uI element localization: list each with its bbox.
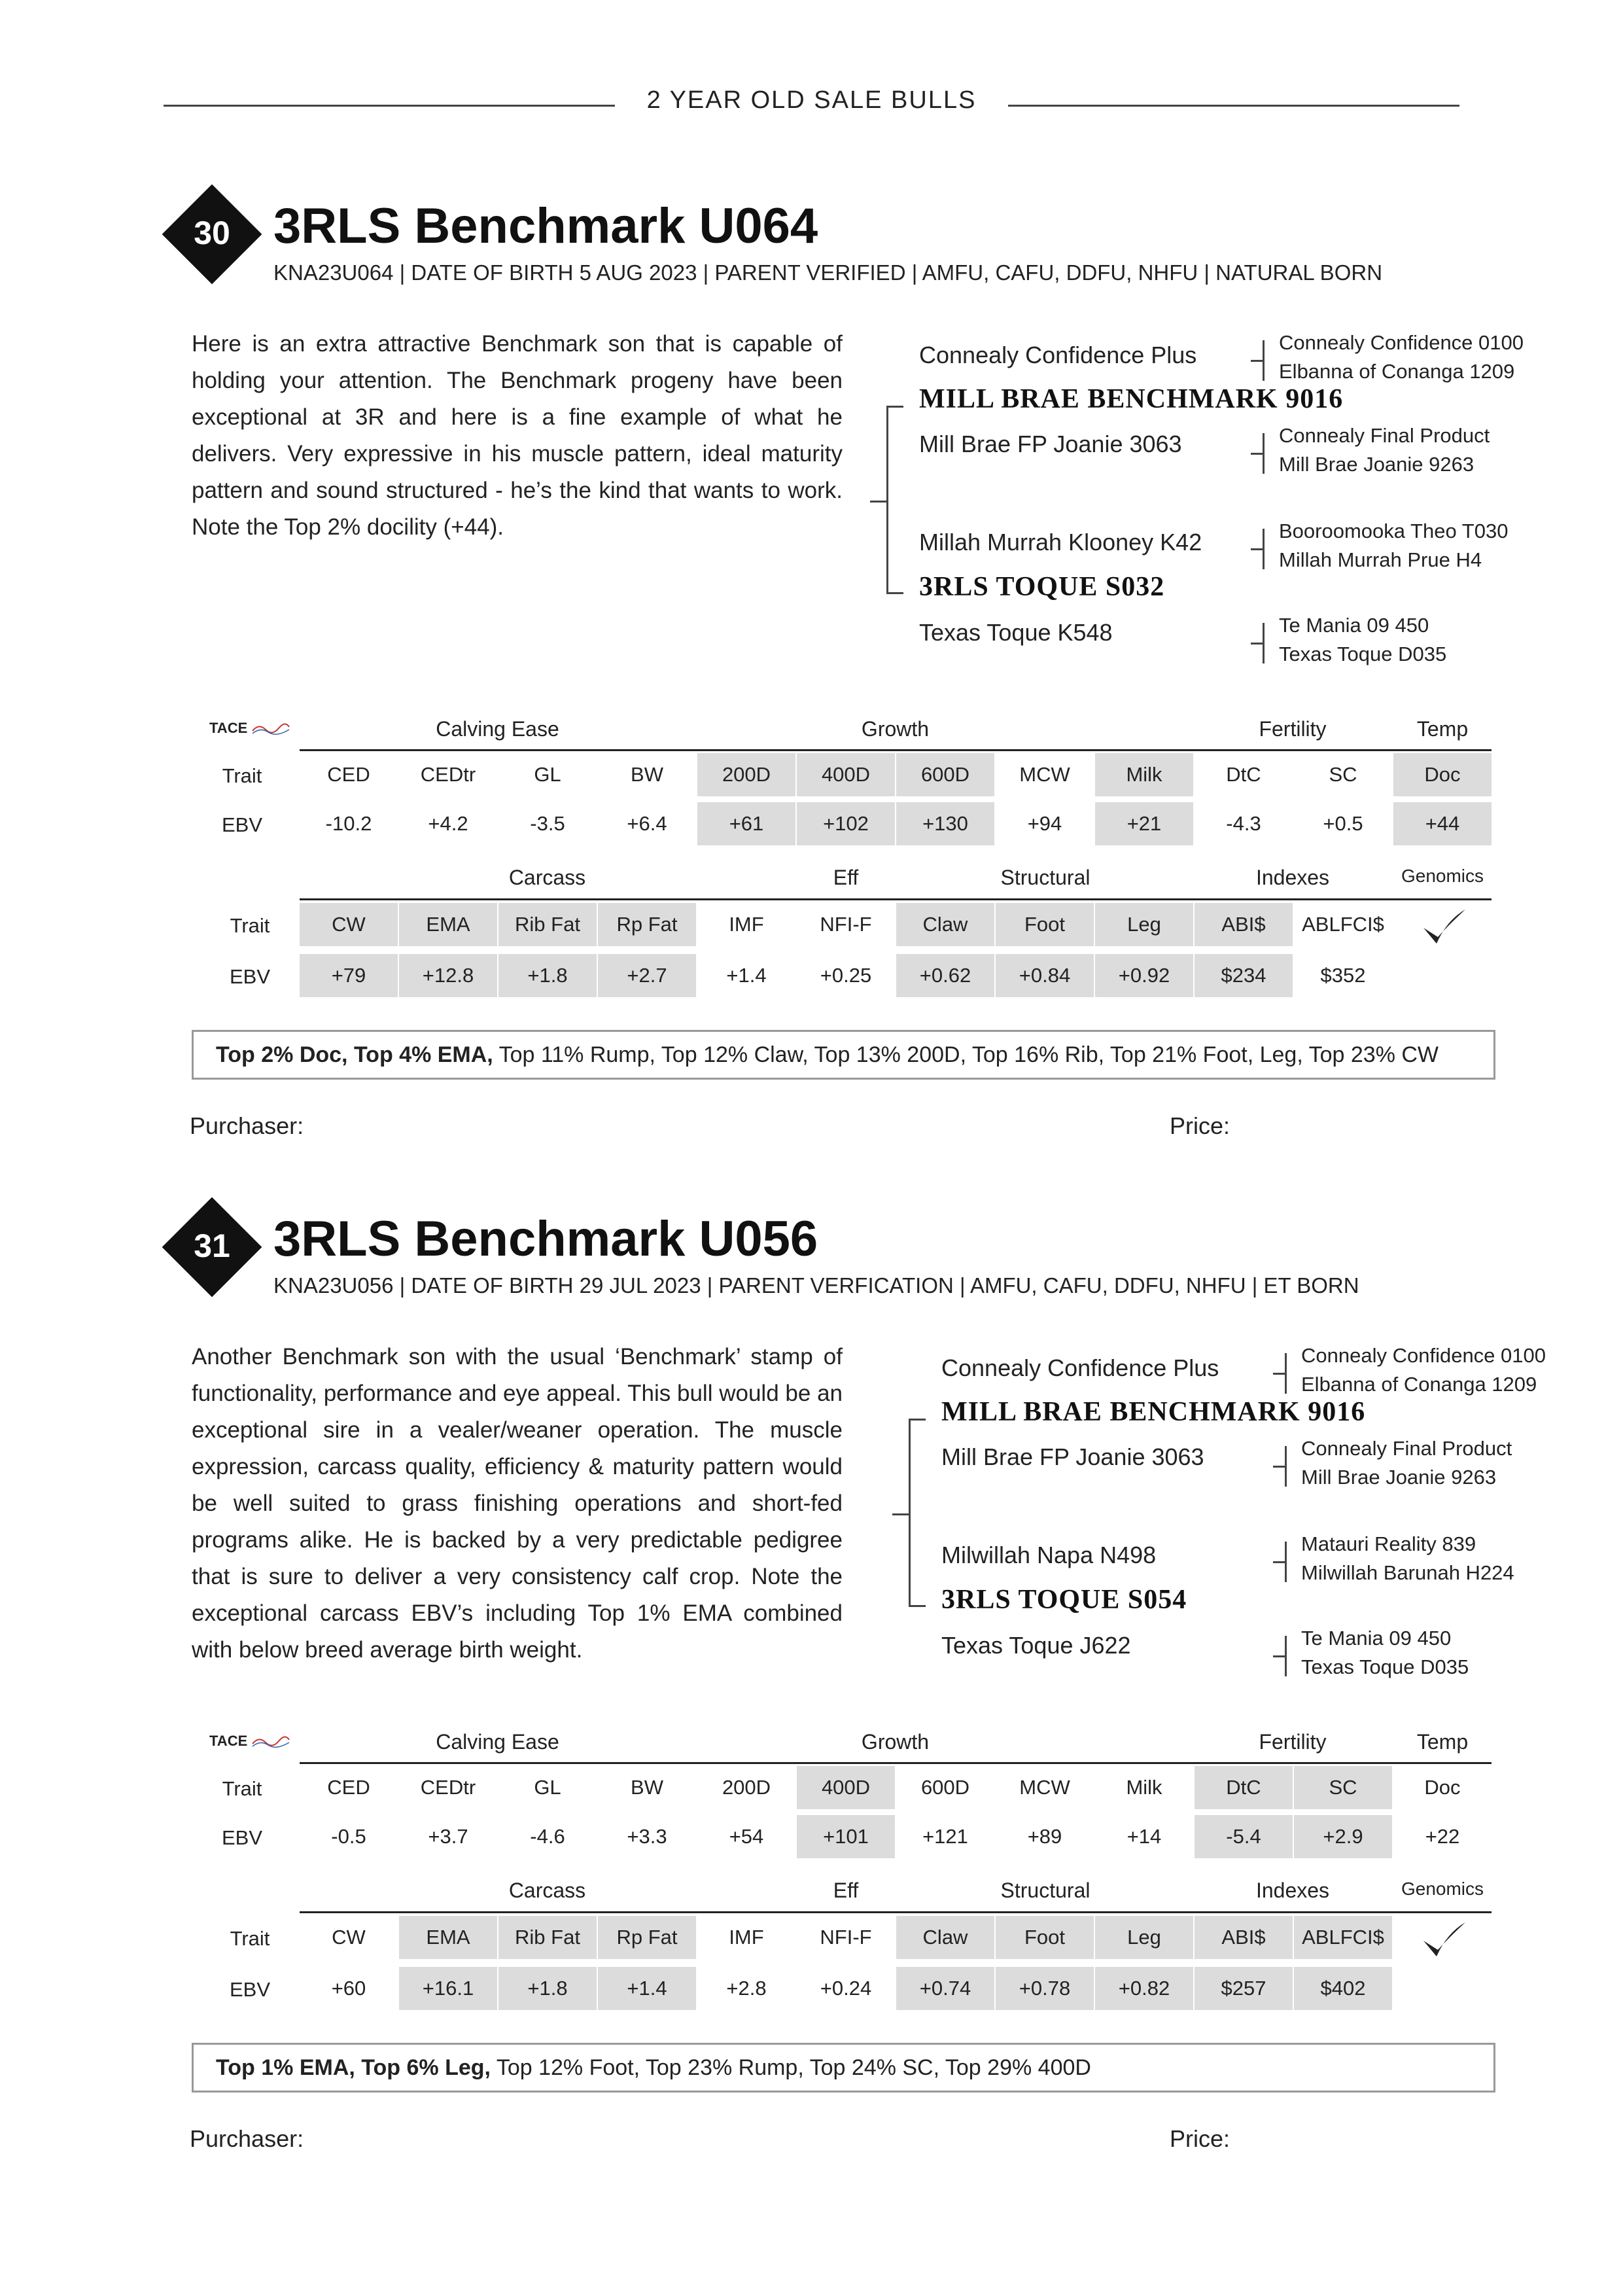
ebv-value: +0.24 bbox=[820, 1977, 872, 2000]
table-group-label: Indexes bbox=[1255, 1879, 1330, 1902]
trait-header: Milk bbox=[1095, 753, 1193, 796]
table-group-label: Eff bbox=[833, 1879, 859, 1902]
trait-header: CW bbox=[300, 903, 398, 946]
pedigree-dam: 3RLS TOQUE S054 bbox=[941, 1585, 1187, 1615]
pedigree-ssd: Elbanna of Conanga 1209 bbox=[1301, 1373, 1537, 1396]
ebv-value: +3.7 bbox=[428, 1825, 468, 1848]
pedigree-sdd: Mill Brae Joanie 9263 bbox=[1301, 1466, 1497, 1489]
trait-header: SC bbox=[1329, 763, 1357, 786]
pedigree-connector bbox=[909, 1419, 926, 1421]
price-label: Price: bbox=[1170, 2125, 1230, 2152]
table-group-label: Fertility bbox=[1259, 717, 1327, 741]
pedigree-connector bbox=[1273, 1373, 1286, 1375]
table-group-label: Carcass bbox=[508, 866, 586, 889]
purchaser-label: Purchaser: bbox=[190, 2125, 304, 2152]
ebv-value: +89 bbox=[1027, 1825, 1062, 1848]
ebv-value: -4.6 bbox=[530, 1825, 565, 1848]
trait-header: DtC bbox=[1195, 1766, 1293, 1809]
table-group-label: Fertility bbox=[1259, 1730, 1327, 1754]
pedigree-dss: Matauri Reality 839 bbox=[1301, 1532, 1476, 1555]
trait-header: ABI$ bbox=[1195, 903, 1293, 946]
ebv-value: +4.2 bbox=[428, 812, 468, 835]
pedigree-sire: MILL BRAE BENCHMARK 9016 bbox=[919, 384, 1344, 414]
row-label-ebv: EBV bbox=[221, 1826, 263, 1849]
ebv-value: +14 bbox=[1126, 1825, 1162, 1848]
ebv-value: -0.5 bbox=[331, 1825, 366, 1848]
ebv-value: $402 bbox=[1294, 1967, 1392, 2010]
pedigree-dam-sire: Millah Murrah Klooney K42 bbox=[919, 529, 1202, 556]
trait-header: Doc bbox=[1424, 1776, 1461, 1799]
table-group-label: Growth bbox=[861, 717, 930, 741]
price-label: Price: bbox=[1170, 1112, 1230, 1139]
trait-header: CEDtr bbox=[420, 763, 476, 786]
trait-header: Rib Fat bbox=[498, 1916, 597, 1959]
ebv-value: +3.3 bbox=[627, 1825, 667, 1848]
lot-name: 3RLS Benchmark U064 bbox=[273, 198, 818, 254]
trait-header: GL bbox=[534, 763, 561, 786]
pedigree-dam-sire: Milwillah Napa N498 bbox=[941, 1542, 1157, 1568]
genomics-check-icon bbox=[1418, 1915, 1471, 1967]
ebv-value: +54 bbox=[729, 1825, 764, 1848]
row-label-trait: Trait bbox=[230, 1927, 270, 1950]
lot-number: 31 bbox=[194, 1227, 230, 1264]
tace-wave-icon bbox=[251, 722, 290, 736]
pedigree-connector bbox=[886, 592, 903, 594]
ebv-value: -10.2 bbox=[325, 812, 372, 835]
trait-header: Claw bbox=[896, 903, 994, 946]
pedigree-sire-sire: Connealy Confidence Plus bbox=[941, 1354, 1219, 1381]
trait-header: GL bbox=[534, 1776, 561, 1799]
pedigree-connector bbox=[909, 1605, 926, 1607]
trait-header: DtC bbox=[1226, 763, 1261, 786]
trait-header: Rib Fat bbox=[498, 903, 597, 946]
table-group-label: Temp bbox=[1416, 1730, 1469, 1754]
highlights-bold: Top 1% EMA, Top 6% Leg, bbox=[216, 2055, 491, 2080]
ebv-value: +16.1 bbox=[399, 1967, 497, 2010]
trait-header: Leg bbox=[1095, 903, 1193, 946]
row-label-trait: Trait bbox=[222, 1777, 262, 1800]
tace-logo bbox=[209, 1733, 290, 1750]
pedigree-connector bbox=[892, 1513, 909, 1515]
lot-number: 30 bbox=[194, 215, 230, 251]
pedigree-sire-dam: Mill Brae FP Joanie 3063 bbox=[919, 431, 1182, 457]
ebv-value: +0.84 bbox=[996, 954, 1094, 997]
genomics-check-icon bbox=[1418, 902, 1471, 954]
pedigree-dds: Te Mania 09 450 bbox=[1301, 1627, 1452, 1650]
trait-header: 400D bbox=[797, 753, 895, 796]
row-label-trait: Trait bbox=[222, 764, 262, 787]
ebv-value: -3.5 bbox=[530, 812, 565, 835]
pedigree-sss: Connealy Confidence 0100 bbox=[1301, 1344, 1546, 1367]
trait-header: 200D bbox=[722, 1776, 771, 1799]
trait-header: SC bbox=[1294, 1766, 1392, 1809]
trait-header: ABLFCI$ bbox=[1302, 913, 1384, 936]
tace-wave-icon bbox=[251, 1735, 290, 1749]
ebv-value: +2.9 bbox=[1294, 1815, 1392, 1858]
table-group-label: Calving Ease bbox=[436, 717, 559, 741]
tace-logo-text: TACE bbox=[209, 720, 248, 736]
trait-header: Rp Fat bbox=[598, 903, 696, 946]
pedigree-connector bbox=[909, 1419, 911, 1606]
highlights-box bbox=[192, 2043, 1495, 2093]
ebv-value: +1.4 bbox=[726, 964, 767, 987]
table-group-label: Carcass bbox=[508, 1879, 586, 1902]
ebv-value: +44 bbox=[1393, 802, 1492, 845]
table-group-label: Indexes bbox=[1255, 866, 1330, 889]
trait-header: Doc bbox=[1393, 753, 1492, 796]
pedigree-sire-dam: Mill Brae FP Joanie 3063 bbox=[941, 1443, 1204, 1470]
trait-header: MCW bbox=[1019, 763, 1070, 786]
lot-details: KNA23U064 | DATE OF BIRTH 5 AUG 2023 | PARENT VERIFIED | AMFU, CAFU, DDFU, NHFU | NATURAL BORN bbox=[273, 260, 1383, 285]
pedigree-ddd: Texas Toque D035 bbox=[1279, 643, 1447, 665]
trait-header: CEDtr bbox=[420, 1776, 476, 1799]
pedigree-connector bbox=[1251, 453, 1264, 455]
table-group-label: Calving Ease bbox=[436, 1730, 559, 1754]
tace-logo-text: TACE bbox=[209, 1733, 248, 1749]
table-group-label: Genomics bbox=[1401, 866, 1484, 886]
pedigree-connector bbox=[1273, 1655, 1286, 1657]
pedigree-dam: 3RLS TOQUE S032 bbox=[919, 572, 1165, 602]
pedigree-connector bbox=[1251, 548, 1264, 550]
highlights-rest: Top 11% Rump, Top 12% Claw, Top 13% 200D, Top 16% Rib, Top 21% Foot, Leg, Top 23% CW bbox=[493, 1042, 1439, 1067]
ebv-value: +12.8 bbox=[399, 954, 497, 997]
lot-details: KNA23U056 | DATE OF BIRTH 29 JUL 2023 | PARENT VERFICATION | AMFU, CAFU, DDFU, NHFU | ET BORN bbox=[273, 1273, 1359, 1298]
pedigree-dam-dam: Texas Toque J622 bbox=[941, 1632, 1131, 1659]
trait-header: BW bbox=[631, 763, 663, 786]
ebv-value: +6.4 bbox=[627, 812, 667, 835]
trait-header: CW bbox=[332, 1926, 366, 1949]
ebv-value: +0.78 bbox=[996, 1967, 1094, 2010]
trait-header: Foot bbox=[996, 903, 1094, 946]
row-label-trait: Trait bbox=[230, 914, 270, 937]
ebv-value: +0.25 bbox=[820, 964, 872, 987]
trait-header: ABLFCI$ bbox=[1294, 1916, 1392, 1959]
table-group-label: Structural bbox=[1000, 1879, 1091, 1902]
pedigree-ddd: Texas Toque D035 bbox=[1301, 1655, 1469, 1678]
table-group-label: Genomics bbox=[1401, 1879, 1484, 1899]
trait-header: NFI-F bbox=[820, 913, 872, 936]
ebv-value: +1.4 bbox=[598, 1967, 696, 2010]
row-label-ebv: EBV bbox=[229, 1978, 271, 2001]
table-rule bbox=[300, 1762, 1492, 1764]
ebv-value: +21 bbox=[1095, 802, 1193, 845]
ebv-value: +0.82 bbox=[1095, 1967, 1193, 2010]
pedigree-dss: Booroomooka Theo T030 bbox=[1279, 520, 1509, 542]
trait-header: MCW bbox=[1019, 1776, 1070, 1799]
ebv-value: +2.7 bbox=[598, 954, 696, 997]
ebv-value: +130 bbox=[896, 802, 994, 845]
pedigree-connector bbox=[1251, 643, 1264, 645]
table-group-label: Eff bbox=[833, 866, 859, 889]
trait-header: 600D bbox=[896, 753, 994, 796]
pedigree-sire: MILL BRAE BENCHMARK 9016 bbox=[941, 1397, 1366, 1427]
pedigree-connector bbox=[1273, 1466, 1286, 1468]
ebv-value: +0.5 bbox=[1323, 812, 1363, 835]
ebv-value: +0.62 bbox=[896, 954, 994, 997]
trait-header: EMA bbox=[399, 903, 497, 946]
lot-description: Another Benchmark son with the usual ‘Benchmark’ stamp of functionality, performance and eye appeal. This bull would be an exceptional sire in a vealer/weaner operation. The muscle expression, carcass quality, efficiency & maturity pattern would be well suited to grass finishing operations and short-fed programs alike. He is backed by a very predictable pedigree that is sure to deliver a very consistency calf crop. Note the exceptional carcass EBV’s including Top 1% EMA combined with below breed average birth weight. bbox=[192, 1344, 843, 1663]
pedigree-dsd: Milwillah Barunah H224 bbox=[1301, 1561, 1514, 1584]
pedigree-sds: Connealy Final Product bbox=[1301, 1437, 1512, 1460]
highlights-bold: Top 2% Doc, Top 4% EMA, bbox=[216, 1042, 493, 1067]
ebv-value: +79 bbox=[300, 954, 398, 997]
pedigree-sds: Connealy Final Product bbox=[1279, 424, 1490, 447]
trait-header: 400D bbox=[797, 1766, 895, 1809]
ebv-value: $234 bbox=[1195, 954, 1293, 997]
ebv-value: +102 bbox=[797, 802, 895, 845]
trait-header: 200D bbox=[697, 753, 795, 796]
trait-header: Milk bbox=[1126, 1776, 1162, 1799]
row-label-ebv: EBV bbox=[229, 965, 271, 988]
trait-header: CED bbox=[327, 763, 370, 786]
row-label-ebv: EBV bbox=[221, 813, 263, 836]
ebv-value: $352 bbox=[1320, 964, 1366, 987]
table-rule bbox=[300, 898, 1492, 900]
pedigree-dsd: Millah Murrah Prue H4 bbox=[1279, 548, 1482, 571]
ebv-value: +1.8 bbox=[498, 1967, 597, 2010]
ebv-value: -5.4 bbox=[1195, 1815, 1293, 1858]
trait-header: EMA bbox=[399, 1916, 497, 1959]
pedigree-connector bbox=[886, 406, 888, 593]
pedigree-ssd: Elbanna of Conanga 1209 bbox=[1279, 360, 1515, 383]
pedigree-sire-sire: Connealy Confidence Plus bbox=[919, 342, 1197, 368]
lot-name: 3RLS Benchmark U056 bbox=[273, 1211, 818, 1267]
pedigree-connector bbox=[1273, 1561, 1286, 1563]
pedigree-sss: Connealy Confidence 0100 bbox=[1279, 331, 1524, 354]
table-group-label: Temp bbox=[1416, 717, 1469, 741]
trait-header: IMF bbox=[729, 913, 764, 936]
ebv-value: +60 bbox=[331, 1977, 366, 2000]
trait-header: Foot bbox=[996, 1916, 1094, 1959]
trait-header: ABI$ bbox=[1195, 1916, 1293, 1959]
page-header: 2 YEAR OLD SALE BULLS bbox=[646, 86, 977, 114]
trait-header: Leg bbox=[1095, 1916, 1193, 1959]
pedigree-connector bbox=[886, 406, 903, 408]
trait-header: CED bbox=[327, 1776, 370, 1799]
ebv-value: +61 bbox=[697, 802, 795, 845]
table-group-label: Structural bbox=[1000, 866, 1091, 889]
ebv-value: $257 bbox=[1195, 1967, 1293, 2010]
pedigree-dds: Te Mania 09 450 bbox=[1279, 614, 1429, 637]
trait-header: BW bbox=[631, 1776, 663, 1799]
ebv-value: +121 bbox=[922, 1825, 968, 1848]
ebv-value: +94 bbox=[1027, 812, 1062, 835]
ebv-value: +22 bbox=[1425, 1825, 1460, 1848]
table-rule bbox=[300, 749, 1492, 751]
ebv-value: +0.92 bbox=[1095, 954, 1193, 997]
lot-section bbox=[0, 1013, 1623, 2152]
trait-header: 600D bbox=[920, 1776, 970, 1799]
ebv-value: +1.8 bbox=[498, 954, 597, 997]
pedigree-connector bbox=[870, 501, 887, 503]
trait-header: NFI-F bbox=[820, 1926, 872, 1949]
ebv-value: +0.74 bbox=[896, 1967, 994, 2010]
ebv-value: -4.3 bbox=[1226, 812, 1261, 835]
trait-header: IMF bbox=[729, 1926, 764, 1949]
pedigree-sdd: Mill Brae Joanie 9263 bbox=[1279, 453, 1475, 476]
trait-header: Claw bbox=[896, 1916, 994, 1959]
tace-logo bbox=[209, 720, 290, 737]
lot-description: Here is an extra attractive Benchmark son that is capable of holding your attention. The Benchmark progeny have been exceptional at 3R and here is a fine example of what he delivers. Very expressive in his muscle pattern, ideal maturity pattern and sound structured - he’s the kind that wants to work. Note the Top 2% docility (+44). bbox=[192, 331, 843, 540]
ebv-value: +2.8 bbox=[726, 1977, 767, 2000]
table-rule bbox=[300, 1911, 1492, 1913]
table-group-label: Growth bbox=[861, 1730, 930, 1754]
purchaser-label: Purchaser: bbox=[190, 1112, 304, 1139]
trait-header: Rp Fat bbox=[598, 1916, 696, 1959]
ebv-value: +101 bbox=[797, 1815, 895, 1858]
pedigree-connector bbox=[1251, 360, 1264, 362]
pedigree-dam-dam: Texas Toque K548 bbox=[919, 619, 1113, 646]
lot-section bbox=[0, 0, 1623, 1139]
highlights-rest: Top 12% Foot, Top 23% Rump, Top 24% SC, Top 29% 400D bbox=[490, 2055, 1091, 2080]
